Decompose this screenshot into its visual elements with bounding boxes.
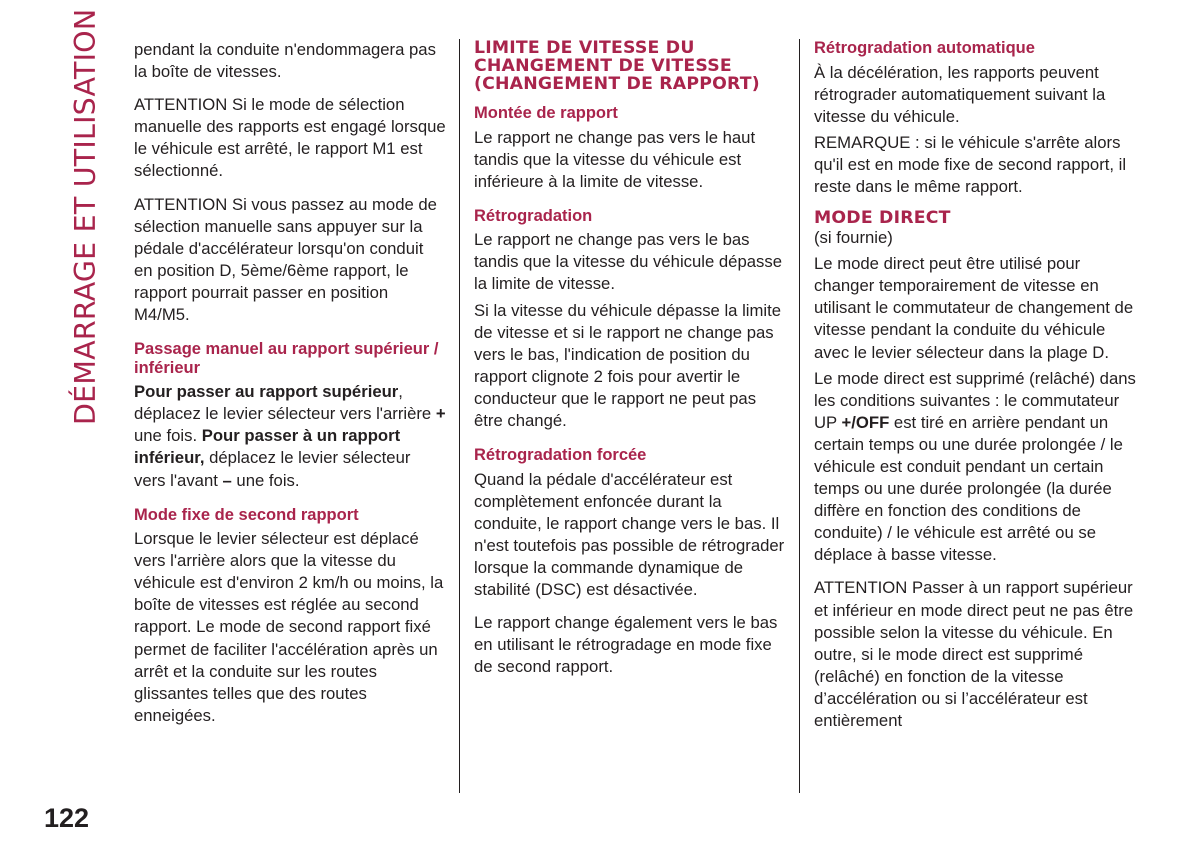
attention-paragraph-direct: ATTENTION Passer à un rapport supérieur et inférieur en mode direct peut ne pas être possible selon la vitesse du véhicule. En outre, si le mode direct est supprimé (relâché) en fonction de la vitesse d’accélération ou si l’accélérateur est entièrement: [814, 578, 1134, 731]
note-paragraph: REMARQUE : si le véhicule s'arrête alors qu'il est en mode fixe de second rapport, il reste dans le même rapport.: [814, 132, 1127, 196]
subheading-fixed-second: Mode fixe de second rapport: [134, 505, 359, 524]
bold-upshift: Pour passer au rapport supérieur: [134, 382, 399, 402]
heading-direct-mode: MODE DIRECT: [814, 208, 951, 229]
paragraph-also-downshift: Le rapport change également vers le bas en utilisant le rétrogradage en mode fixe de second rapport.: [474, 613, 778, 677]
attention-paragraph-m4m5: ATTENTION Si vous passez au mode de sélection manuelle sans appuyer sur la pédale d'accélérateur lorsqu'on conduit en position D, 5ème/6ème rapport, le rapport pourrait passer en position M4/M5.: [134, 194, 437, 325]
subheading-forced-downshift: Rétrogradation forcée: [474, 446, 647, 465]
page-number: 122: [44, 803, 90, 833]
subheading-auto-downshift: Rétrogradation automatique: [814, 39, 1035, 57]
paragraph-auto-downshift: À la décélération, les rapports peuvent rétrograder automatiquement suivant la vitesse du véhicule.: [814, 62, 1106, 126]
text-once-end: une fois.: [231, 470, 300, 490]
bold-plus: +: [435, 404, 446, 424]
attention-paragraph-m1: ATTENTION Si le mode de sélection manuelle des rapports est engagé lorsque le véhicule est arrêté, le rapport M1 est sélectionné.: [134, 95, 446, 181]
paragraph-manual-shift: [134, 381, 446, 491]
text-once: une fois.: [134, 426, 202, 446]
subheading-upshift: Montée de rapport: [474, 104, 618, 122]
paragraph-downshift-2: Si la vitesse du véhicule dépasse la limite de vitesse et si le rapport ne change pas vers le bas, l'indication de position du rapport clignote 2 fois pour avertir le conducteur que le rapport ne peut pas être changé.: [474, 300, 782, 431]
column-3: [814, 39, 1136, 732]
subheading-downshift: Rétrogradation: [474, 206, 593, 225]
paragraph-direct-mode-1: Le mode direct peut être utilisé pour changer temporairement de vitesse en utilisant le commutateur de changement de vitesse pendant la conduite du véhicule avec le levier sélecteur dans la plage D.: [814, 254, 1134, 362]
column-divider-left: [459, 39, 460, 793]
paragraph-forced-downshift: Quand la pédale d'accélérateur est complètement enfoncée durant la conduite, le rapport change vers le bas. Il n'est toutefois pas possible de rétrograder lorsque la commande dynamique de stabilité (DSC) est désactivée.: [474, 469, 785, 600]
bold-minus: –: [222, 470, 232, 490]
column-1: [134, 39, 446, 727]
heading-speed-limit: LIMITE DE VITESSE DU CHANGEMENT DE VITESSE (CHANGEMENT DE RAPPORT): [474, 38, 760, 94]
text-direct-conditions: Le mode direct est supprimé (relâché) dans les conditions suivantes : le commutateur UP: [814, 368, 1136, 432]
text-upshift: , déplacez le levier sélecteur vers l'arrière: [134, 382, 436, 424]
subheading-manual-shift: Passage manuel au rapport supérieur / inférieur: [134, 340, 439, 377]
paragraph-downshift-1: Le rapport ne change pas vers le bas tandis que la vitesse du véhicule dépasse la limite de vitesse.: [474, 230, 782, 294]
bold-plus-off: +/OFF: [841, 412, 890, 432]
paragraph-continuation: pendant la conduite n'endommagera pas la boîte de vitesses.: [134, 40, 436, 82]
paragraph-direct-mode-2: [814, 368, 1136, 567]
column-divider-right: [799, 39, 800, 793]
section-side-title: DÉMARRAGE ET UTILISATION: [69, 8, 102, 425]
text-direct-conditions-end: est tiré en arrière pendant un certain temps ou une durée prolongée / le véhicule est conduit pendant un certain temps ou une durée prolongée (la durée diffère en fonction des conditions de conduite) / le véhicule est arrêté ou se déplace à basse vitesse.: [814, 412, 1123, 565]
text-downshift: déplacez le levier sélecteur vers l'avant: [134, 448, 411, 490]
bold-downshift: Pour passer à un rapport inférieur,: [134, 426, 401, 468]
column-2: [474, 39, 786, 678]
direct-mode-availability-note: (si fournie): [814, 228, 893, 248]
paragraph-upshift: Le rapport ne change pas vers le haut tandis que la vitesse du véhicule est inférieure à la limite de vitesse.: [474, 127, 756, 191]
paragraph-fixed-second: Lorsque le levier sélecteur est déplacé vers l'arrière alors que la vitesse du véhicule est d'environ 2 km/h ou moins, la boîte de vitesses est réglée au second rapport. Le mode de second rapport fixé permet de faciliter l'accélération après un arrêt et la conduite sur les routes glissantes telles que des routes enneigées.: [134, 529, 444, 725]
